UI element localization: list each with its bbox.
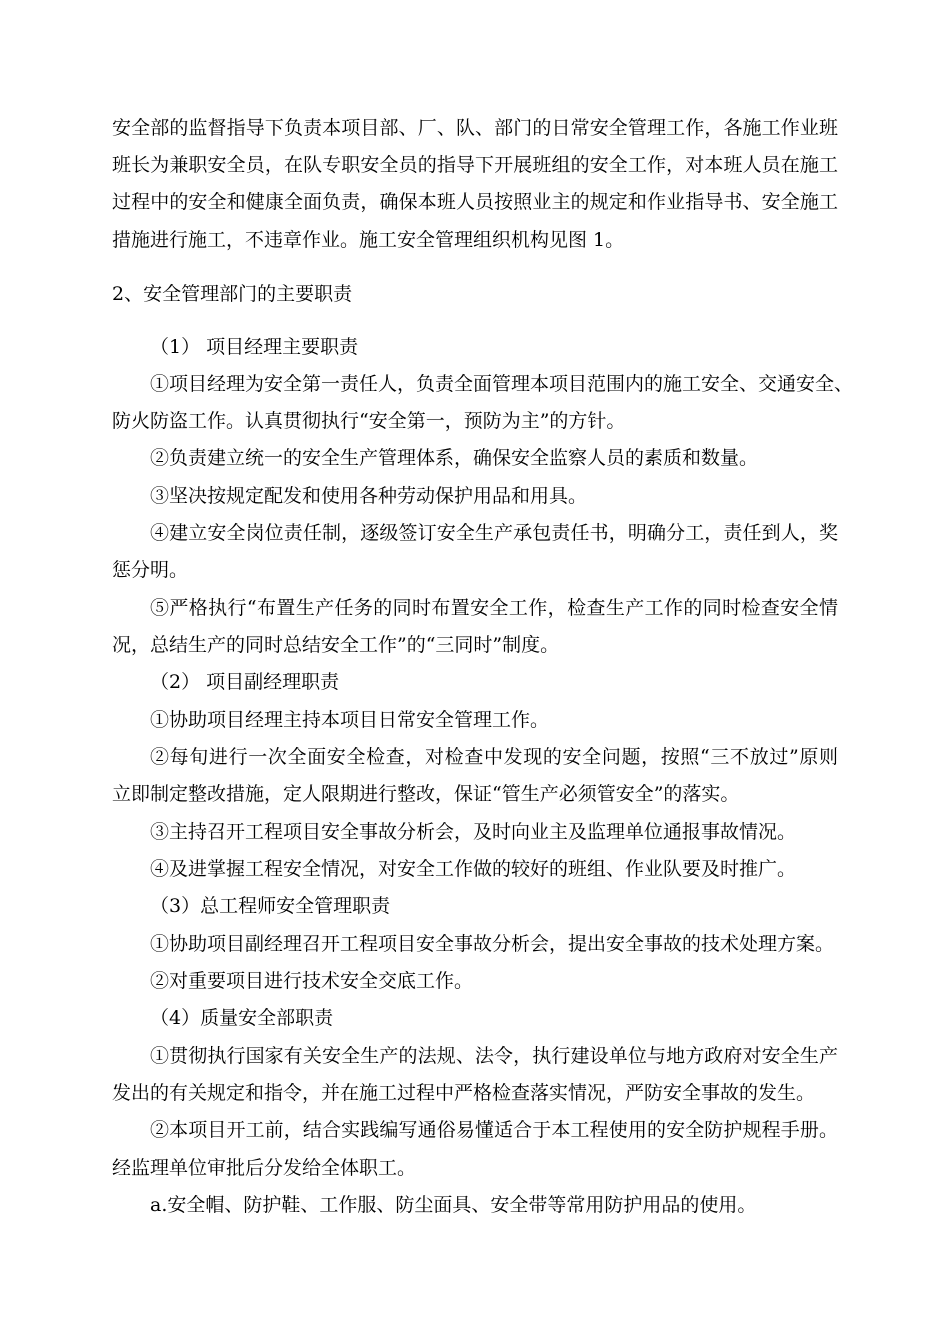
paragraph-line: ④及进掌握工程安全情况，对安全工作做的较好的班组、作业队要及时推广。 (150, 858, 797, 880)
paragraph-line: ②本项目开工前，结合实践编写通俗易懂适合于本工程使用的安全防护规程手册。 (150, 1119, 838, 1141)
paragraph-line: 惩分明。 (112, 559, 189, 581)
paragraph-line: 经监理单位审批后分发给全体职工。 (112, 1157, 417, 1179)
paragraph-line: 安全部的监督指导下负责本项目部、厂、队、部门的日常安全管理工作，各施工作业班 (112, 117, 838, 139)
paragraph-line: 过程中的安全和健康全面负责，确保本班人员按照业主的规定和作业指导书、安全施工 (112, 191, 838, 213)
paragraph-line: ①贯彻执行国家有关安全生产的法规、法令，执行建设单位与地方政府对安全生产 (150, 1045, 838, 1067)
paragraph-line: ①项目经理为安全第一责任人，负责全面管理本项目范围内的施工安全、交通安全、 (150, 373, 854, 395)
paragraph-line: ①协助项目经理主持本项目日常安全管理工作。 (150, 709, 550, 731)
paragraph-line: ③坚决按规定配发和使用各种劳动保护用品和用具。 (150, 485, 588, 507)
paragraph-line: ①协助项目副经理召开工程项目安全事故分析会，提出安全事故的技术处理方案。 (150, 933, 835, 955)
paragraph-line: 况，总结生产的同时总结安全工作”的“三同时”制度。 (112, 634, 560, 656)
subsection-heading: （1） 项目经理主要职责 (150, 336, 359, 358)
paragraph-line: 立即制定整改措施，定人限期进行整改，保证“管生产必须管安全”的落实。 (112, 783, 740, 805)
paragraph-line: 发出的有关规定和指令，并在施工过程中严格检查落实情况，严防安全事故的发生。 (112, 1082, 816, 1104)
subsection-heading: （3）总工程师安全管理职责 (150, 895, 391, 917)
paragraph-line: 措施进行施工，不违章作业。施工安全管理组织机构见图 1。 (112, 229, 625, 251)
paragraph-line: 防火防盗工作。认真贯彻执行“安全第一，预防为主”的方针。 (112, 410, 626, 432)
paragraph-line: ⑤严格执行“布置生产任务的同时布置安全工作，检查生产工作的同时检查安全情 (150, 597, 838, 619)
paragraph-line: ②每旬进行一次全面安全检查，对检查中发现的安全问题，按照“三不放过”原则 (150, 746, 838, 768)
subsection-heading: （2） 项目副经理职责 (150, 671, 340, 693)
paragraph-line: ②对重要项目进行技术安全交底工作。 (150, 970, 474, 992)
paragraph-line: 班长为兼职安全员，在队专职安全员的指导下开展班组的安全工作，对本班人员在施工 (112, 154, 838, 176)
paragraph-line: ④建立安全岗位责任制，逐级签订安全生产承包责任书，明确分工，责任到人，奖 (150, 522, 838, 544)
paragraph-line: ②负责建立统一的安全生产管理体系，确保安全监察人员的素质和数量。 (150, 447, 759, 469)
section-heading: 2、安全管理部门的主要职责 (112, 283, 353, 305)
list-item: a.安全帽、防护鞋、工作服、防尘面具、安全带等常用防护用品的使用。 (150, 1194, 757, 1216)
paragraph-line: ③主持召开工程项目安全事故分析会，及时向业主及监理单位通报事故情况。 (150, 821, 797, 843)
subsection-heading: （4）质量安全部职责 (150, 1007, 334, 1029)
